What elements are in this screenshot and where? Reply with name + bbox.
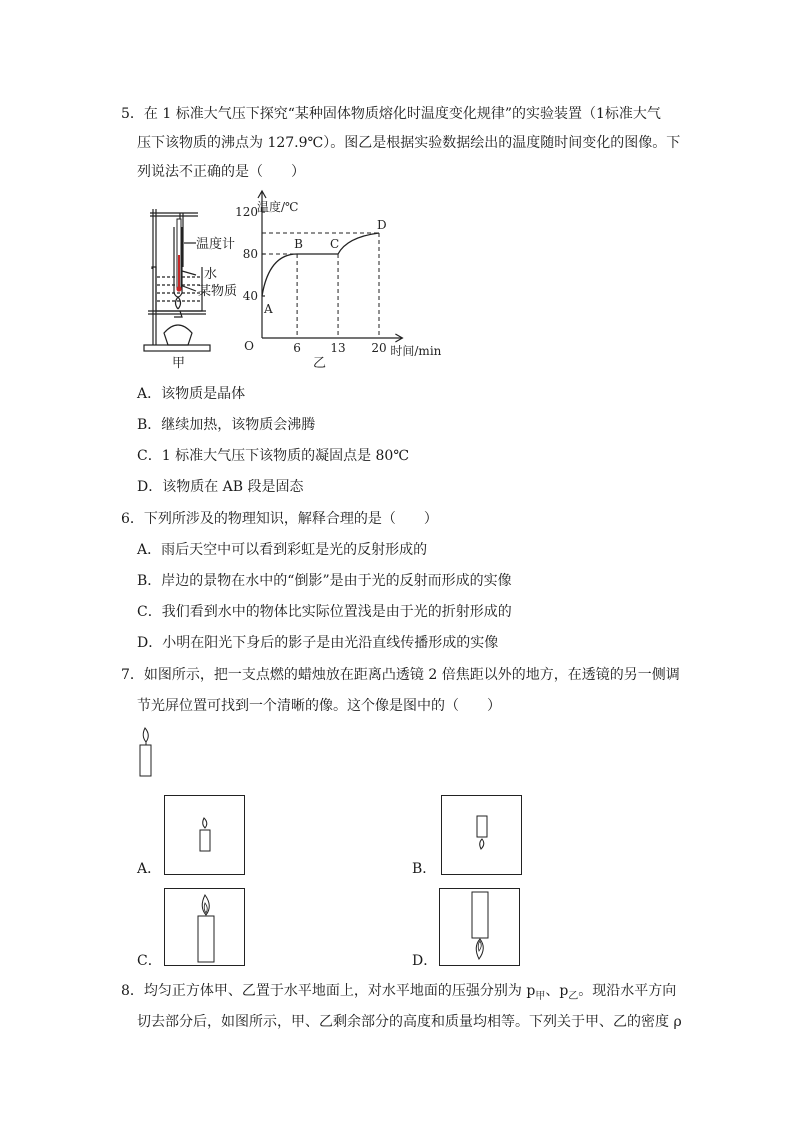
q7-option-c-box[interactable] [164, 888, 245, 966]
q5-option-b[interactable]: B．继续加热，该物质会沸腾 [137, 417, 316, 433]
q6-stem: 6．下列所涉及的物理知识，解释合理的是（ ） [121, 511, 438, 527]
origin-label: O [244, 339, 254, 353]
q6-option-a[interactable]: A．雨后天空中可以看到彩虹是光的反射形成的 [137, 542, 428, 558]
point-label-a: A [264, 302, 273, 316]
q5-stem-line1: 5．在 1 标准大气压下探究“某种固体物质熔化时温度变化规律”的实验装置（1标准大气 [121, 106, 661, 122]
x-axis-label: 时间/min [390, 344, 442, 358]
substance-label: 某物质 [198, 284, 238, 299]
x-tick-label: 6 [293, 341, 301, 355]
q8-stem-line1-end: 。现沿水平方向 [578, 983, 677, 999]
q5-option-a[interactable]: A．该物质是晶体 [137, 386, 246, 402]
q8-stem-line2: 切去部分后，如图所示，甲、乙剩余部分的高度和质量均相等。下列关于甲、乙的密度 ρ [137, 1014, 682, 1030]
q8-stem-line1-text: 8．均匀正方体甲、乙置于水平地面上，对水平地面的压强分别为 p [121, 983, 536, 999]
large-inverted-candle-icon [440, 889, 519, 965]
q7-option-a-box[interactable] [164, 795, 245, 875]
apparatus-caption: 甲 [172, 356, 186, 371]
q8-stem-line1-mid: 、p [545, 983, 569, 999]
point-label-d: D [377, 218, 387, 232]
q5-stem-line2: 压下该物质的沸点为 127.9℃）。图乙是根据实验数据绘出的温度随时间变化的图像。下 [137, 135, 681, 151]
q8-sub-yi: 乙 [568, 990, 579, 1002]
water-label: 水 [204, 267, 218, 282]
q7-option-b-box[interactable] [441, 795, 522, 875]
q7-stem-line2: 节光屏位置可找到一个清晰的像。这个像是图中的（ ） [137, 698, 501, 714]
q7-option-d-box[interactable] [439, 888, 520, 966]
x-tick-label: 13 [330, 341, 346, 355]
q8-sub-jia: 甲 [535, 990, 546, 1002]
x-tick-label: 20 [371, 341, 387, 355]
q5-option-c[interactable]: C．1 标准大气压下该物质的凝固点是 80℃ [137, 448, 409, 464]
graph-caption: 乙 [313, 356, 327, 371]
small-upright-candle-icon [165, 796, 244, 874]
large-upright-candle-icon [165, 889, 244, 965]
y-tick-label: 80 [242, 247, 258, 261]
small-inverted-candle-icon [442, 796, 521, 874]
q7-option-a-label[interactable]: A． [137, 861, 162, 877]
apparatus-figure [140, 205, 250, 355]
q7-option-b-label[interactable]: B． [412, 861, 437, 877]
q7-option-c-label[interactable]: C． [137, 953, 162, 969]
point-label-b: B [294, 237, 303, 251]
y-tick-label: 40 [242, 289, 258, 303]
q6-option-d[interactable]: D．小明在阳光下身后的影子是由光沿直线传播形成的实像 [137, 635, 499, 651]
q5-option-d[interactable]: D．该物质在 AB 段是固态 [137, 479, 304, 495]
point-label-c: C [330, 237, 340, 251]
temperature-curve [262, 233, 379, 296]
q6-option-c[interactable]: C．我们看到水中的物体比实际位置浅是由于光的折射形成的 [137, 604, 512, 620]
temperature-time-graph [235, 195, 450, 375]
y-axis-label: 温度/℃ [257, 200, 299, 214]
q7-option-d-label[interactable]: D． [412, 953, 438, 969]
q8-stem-line1 [121, 982, 676, 1006]
q6-option-b[interactable]: B．岸边的景物在水中的“倒影”是由于光的反射而形成的实像 [137, 573, 512, 589]
original-candle-figure [136, 726, 156, 778]
y-tick-label: 120 [235, 205, 258, 219]
thermometer-label: 温度计 [196, 237, 236, 252]
q5-stem-line3: 列说法不正确的是（ ） [137, 164, 305, 180]
q7-stem-line1: 7．如图所示，把一支点燃的蜡烛放在距离凸透镜 2 倍焦距以外的地方，在透镜的另一侧调 [121, 667, 680, 683]
